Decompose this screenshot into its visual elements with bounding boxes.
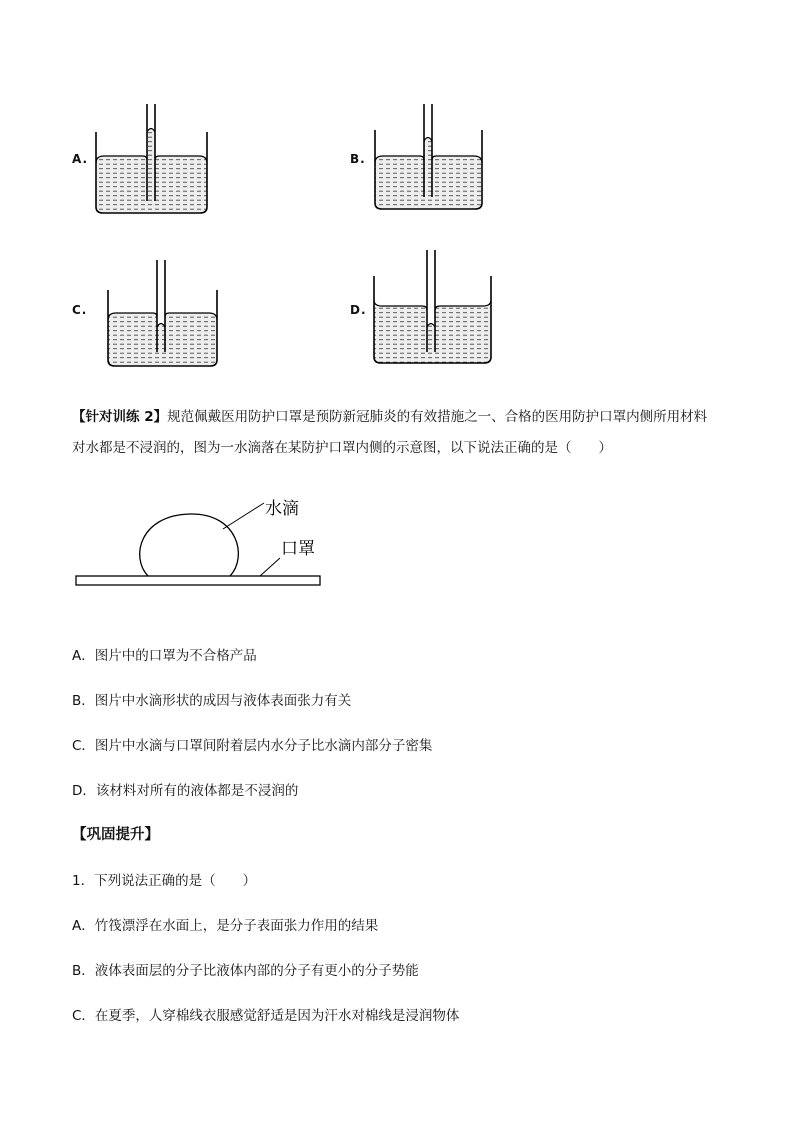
option-a-label: A. — [72, 152, 89, 166]
practice2-option-d: D．该材料对所有的液体都是不浸润的 — [72, 783, 299, 799]
practice2-option-c: C．图片中水滴与口罩间附着层内水分子比水滴内部分子密集 — [72, 738, 433, 754]
consolidation-heading: 【巩固提升】 — [72, 827, 159, 843]
figure-b — [375, 104, 482, 209]
option-b-label: B. — [350, 152, 366, 166]
drop-label: 水滴 — [265, 499, 299, 519]
practice2-tag: 【针对训练 2】 — [72, 409, 168, 425]
q1-option-c: C．在夏季，人穿棉线衣服感觉舒适是因为汗水对棉线是浸润物体 — [72, 1008, 460, 1024]
q1-option-b: B．液体表面层的分子比液体内部的分子有更小的分子势能 — [72, 963, 419, 979]
q1-option-a: A．竹筏漂浮在水面上，是分子表面张力作用的结果 — [72, 918, 379, 934]
option-c-label: C. — [72, 303, 88, 317]
mask-surface — [76, 576, 320, 585]
figure-a — [96, 104, 207, 213]
practice2-option-a: A．图片中的口罩为不合格产品 — [72, 648, 257, 664]
figure-c — [108, 260, 217, 366]
water-drop — [140, 514, 239, 576]
practice2-option-b: B．图片中水滴形状的成因与液体表面张力有关 — [72, 693, 352, 709]
mask-label: 口罩 — [281, 539, 315, 559]
practice2-line2: 对水都是不浸润的，图为一水滴落在某防护口罩内侧的示意图，以下说法正确的是（ ） — [72, 440, 612, 456]
practice2-text1: 规范佩戴医用防护口罩是预防新冠肺炎的有效措施之一、合格的医用防护口罩内侧所用材料 — [167, 409, 708, 425]
capillary-figures — [0, 0, 794, 380]
practice2-line1 — [72, 405, 707, 425]
mask-leader-line — [260, 558, 280, 576]
q1-stem: 1．下列说法正确的是（ ） — [72, 873, 257, 889]
figure-d — [374, 250, 491, 363]
option-d-label: D. — [350, 303, 367, 317]
water-drop-diagram — [60, 485, 350, 595]
drop-leader-line — [223, 503, 264, 529]
